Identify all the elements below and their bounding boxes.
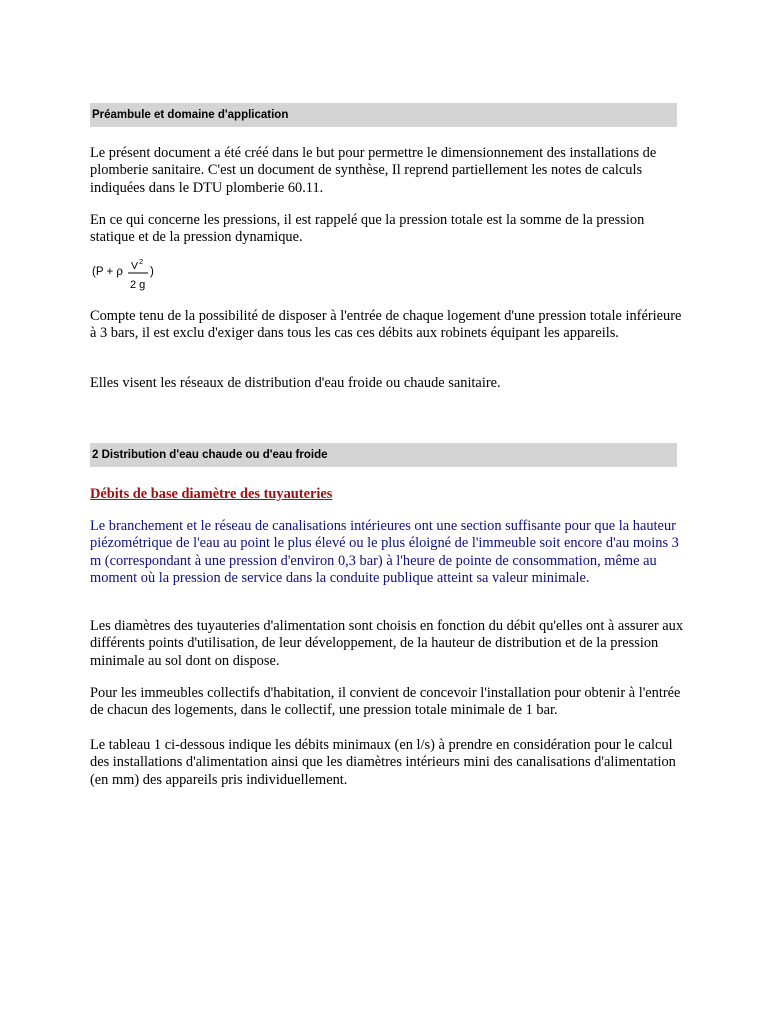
section-header-preambule: Préambule et domaine d'application [90, 103, 677, 127]
subheading-debits-de-base: Débits de base diamètre des tuyauteries [90, 486, 333, 502]
formula-lead: (P + ρ [92, 266, 123, 278]
pressure-formula [92, 258, 182, 294]
paragraph-tableau: Le tableau 1 ci-dessous indique les débits minimaux (en l/s) à prendre en considération pour le calcul des installations d'alimentation ainsi que les diamètres intérieurs mini des canalisations d'alimentation (en mm) des appareils pris individuellement. [90, 737, 676, 788]
paragraph-diametres: Les diamètres des tuyauteries d'alimentation sont choisis en fonction du débit qu'elles ont à assurer aux différents points d'utilisation, de leur développement, de la hauteur de distribution et de la pression minimale au sol dont on dispose. [90, 618, 684, 669]
paragraph-pressions: En ce qui concerne les pressions, il est rappelé que la pression totale est la somme de la pression statique et de la pression dynamique. [90, 212, 645, 246]
paragraph-immeubles: Pour les immeubles collectifs d'habitation, il convient de concevoir l'installation pour obtenir à l'entrée de chacun des logements, dans le collectif, une pression totale minimale de 1 bar. [90, 685, 681, 719]
paragraph-branchement: Le branchement et le réseau de canalisations intérieures ont une section suffisante pour que la hauteur piézométrique de l'eau au point le plus élevé ou le plus éloigné de l'immeuble soit encore d'au moins 3 m (correspondant à une pression d'environ 0,3 bar) à l'heure de pointe de consommation, même au moment où la pression de service dans la conduite publique atteint sa valeur minimale. [90, 518, 679, 586]
section-header-distribution: 2 Distribution d'eau chaude ou d'eau froide [90, 443, 677, 467]
formula-denominator: 2 g [130, 279, 146, 291]
paragraph-intro: Le présent document a été créé dans le but pour permettre le dimensionnement des installations de plomberie sanitaire. C'est un document de synthèse, Il reprend partiellement les notes de calculs indiquées dans le DTU plomberie 60.11. [90, 145, 657, 196]
formula-numerator: V [131, 260, 139, 272]
paragraph-debits: Compte tenu de la possibilité de disposer à l'entrée de chaque logement d'une pression totale inférieure à 3 bars, il est exclu d'exiger dans tous les cas ces débits aux robinets équipant les appareils. [90, 308, 682, 342]
paragraph-reseaux: Elles visent les réseaux de distribution d'eau froide ou chaude sanitaire. [90, 375, 501, 391]
formula-close: ) [150, 266, 154, 278]
formula-exponent: 2 [139, 258, 144, 266]
